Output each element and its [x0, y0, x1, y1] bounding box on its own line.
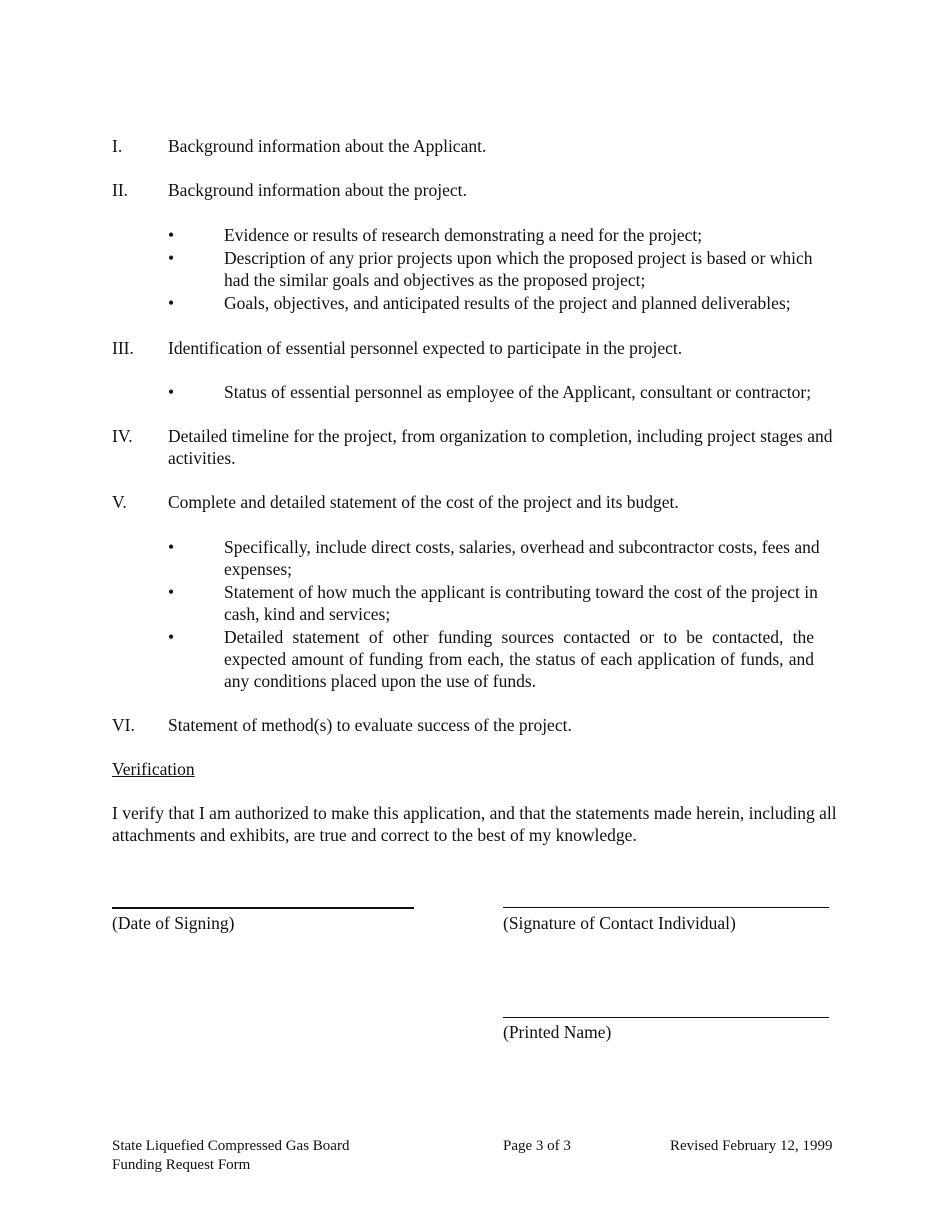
- section-number: VI.: [112, 715, 135, 735]
- section-number: IV.: [112, 426, 133, 446]
- bullet-text: Specifically, include direct costs, salaries, overhead and subcontractor costs, fees and expenses;: [224, 537, 820, 579]
- bullet-text: Detailed statement of other funding sources contacted or to be contacted, the expected amount of funding from each, the status of each application of funds, and any conditions placed upon the use of funds.: [224, 627, 814, 691]
- signature-label: (Signature of Contact Individual): [503, 913, 736, 933]
- section-text: Identification of essential personnel expected to participate in the project.: [168, 338, 683, 358]
- signature-line[interactable]: [503, 907, 829, 908]
- bullet-icon: •: [168, 537, 175, 557]
- bullet-icon: •: [168, 382, 175, 402]
- section-text: Statement of method(s) to evaluate success of the project.: [168, 715, 572, 735]
- footer-org-line1: State Liquefied Compressed Gas Board: [112, 1138, 350, 1154]
- printed-name-label: (Printed Name): [503, 1022, 612, 1042]
- section-text: Background information about the project.: [168, 180, 467, 200]
- section-number: III.: [112, 338, 134, 358]
- bullet-text: Goals, objectives, and anticipated results of the project and planned deliverables;: [224, 293, 791, 313]
- bullet-icon: •: [168, 293, 175, 313]
- printed-name-line[interactable]: [503, 1017, 829, 1018]
- date-signing-line[interactable]: [112, 907, 414, 909]
- date-signing-label: (Date of Signing): [112, 913, 235, 933]
- footer-revised-date: Revised February 12, 1999: [670, 1138, 833, 1154]
- verification-statement: I verify that I am authorized to make this application, and that the statements made herein, including all attachments and exhibits, are true and correct to the best of my knowledge.: [112, 803, 837, 845]
- bullet-text: Description of any prior projects upon which the proposed project is based or which had the similar goals and objectives as the proposed project;: [224, 248, 813, 290]
- section-text: Detailed timeline for the project, from organization to completion, including project stages and activities.: [168, 426, 833, 468]
- section-number: V.: [112, 492, 127, 512]
- bullet-icon: •: [168, 248, 175, 268]
- section-number: I.: [112, 136, 123, 156]
- verification-heading: Verification: [112, 759, 195, 779]
- footer-org-line2: Funding Request Form: [112, 1157, 251, 1173]
- footer-page-number: Page 3 of 3: [503, 1138, 571, 1154]
- bullet-text: Status of essential personnel as employee of the Applicant, consultant or contractor;: [224, 382, 812, 402]
- bullet-icon: •: [168, 627, 175, 647]
- section-text: Complete and detailed statement of the cost of the project and its budget.: [168, 492, 679, 512]
- section-text: Background information about the Applicant.: [168, 136, 487, 156]
- section-number: II.: [112, 180, 129, 200]
- bullet-icon: •: [168, 225, 175, 245]
- bullet-icon: •: [168, 582, 175, 602]
- bullet-text: Evidence or results of research demonstrating a need for the project;: [224, 225, 703, 245]
- bullet-text: Statement of how much the applicant is contributing toward the cost of the project in cash, kind and services;: [224, 582, 818, 624]
